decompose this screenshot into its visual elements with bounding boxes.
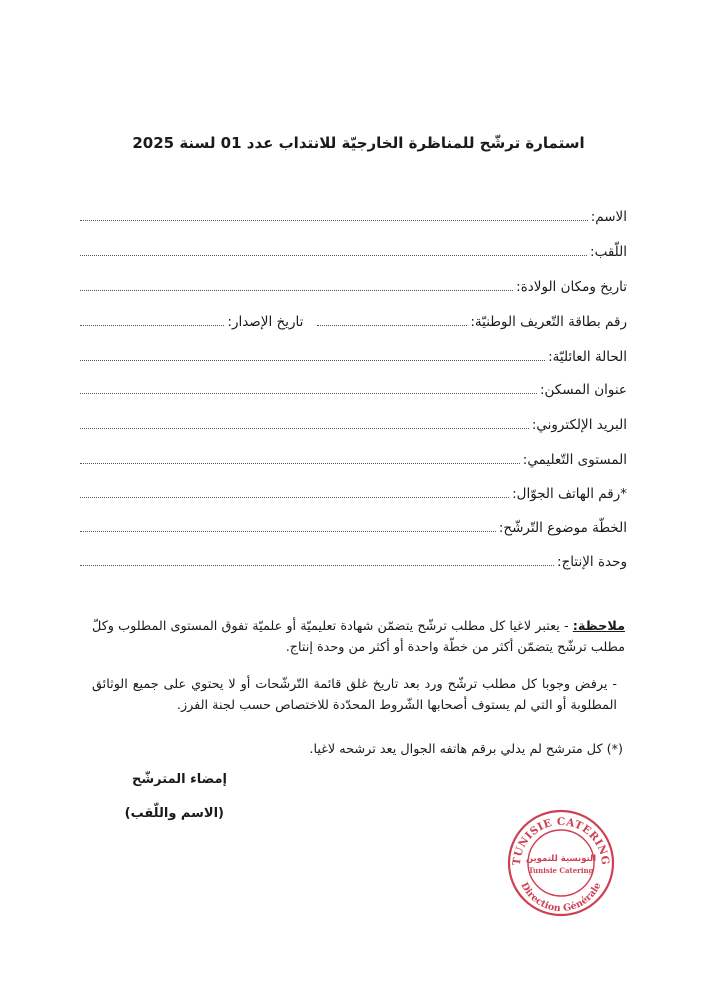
field-email-line[interactable] [80, 428, 529, 429]
field-issue-date-line[interactable] [80, 325, 224, 326]
field-education [80, 446, 627, 468]
field-plan-label: الخطّة موضوع التّرشّح: [498, 520, 627, 536]
field-id-card-label: رقم بطاقة التّعريف الوطنيّة: [470, 314, 627, 330]
field-birth [80, 273, 627, 295]
note-3 [92, 739, 623, 760]
field-surname-label: اللّقب: [590, 244, 627, 260]
note-3-text: (*) كل مترشح لم يدلي برقم هاتفه الجوال يعد ترشحه لاغيا. [309, 742, 623, 757]
field-address-label: عنوان المسكن: [539, 382, 627, 398]
stamp-inner-french: Tunisie Catering [528, 866, 594, 875]
field-marital-line[interactable] [80, 360, 545, 361]
field-unit [80, 548, 627, 570]
field-name-line[interactable] [80, 220, 588, 221]
field-birth-line[interactable] [80, 290, 513, 291]
field-address-line[interactable] [80, 393, 537, 394]
field-birth-label: تاريخ ومكان الولادة: [516, 279, 627, 295]
field-address [80, 376, 627, 398]
field-surname [80, 238, 627, 260]
field-plan [80, 514, 627, 536]
field-email-label: البريد الإلكتروني: [531, 417, 627, 433]
field-name-label: الاسم: [590, 209, 627, 225]
form-title: استمارة ترشّح للمناظرة الخارجيّة للانتداب عدد 01 لسنة 2025 [132, 134, 585, 152]
field-unit-label: وحدة الإنتاج: [557, 554, 627, 570]
signature-name: (الاسم واللّقب) [124, 806, 224, 821]
field-id-card-line[interactable] [317, 325, 467, 326]
note-2 [92, 674, 617, 716]
field-plan-line[interactable] [80, 531, 496, 532]
note-heading: ملاحظة: [572, 619, 625, 634]
signature-title: إمضاء المترشّح [132, 772, 227, 787]
field-phone-label: *رقم الهاتف الجوّال: [512, 486, 627, 502]
field-phone-line[interactable] [80, 497, 509, 498]
field-surname-line[interactable] [80, 255, 587, 256]
note-2-text: - يرفض وجوبا كل مطلب ترشّح ورد بعد تاريخ غلق قائمة التّرشّحات أو لا يحتوي على جميع الوثائق المطلوبة أو التي لم يستوف أصحابها الشّروط المحدّدة للاختصاص حسب لجنة الفرز. [92, 677, 617, 713]
official-stamp [506, 808, 616, 918]
note-1-text: - يعتبر لاغيا كل مطلب ترشّح يتضمّن شهادة تعليميّة أو علميّة تفوق المستوى المطلوب وكلّ مطلب ترشّح يتضمّن أكثر من خطّة واحدة أو أكثر من وحدة إنتاج. [92, 619, 625, 655]
stamp-outer-top-text: TUNISIE CATERING [510, 815, 612, 866]
field-marital [80, 343, 627, 365]
field-unit-line[interactable] [80, 565, 554, 566]
field-marital-label: الحالة العائليّة: [548, 349, 627, 365]
field-phone [80, 480, 627, 502]
stamp-inner-arabic: التونسية للتموين [525, 854, 597, 864]
field-education-label: المستوى التّعليمي: [522, 452, 627, 468]
field-education-line[interactable] [80, 463, 520, 464]
note-1 [92, 616, 625, 658]
field-name [80, 203, 627, 225]
stamp-outer-bottom-text: Direction Générale [518, 880, 604, 915]
field-issue-date-label: تاريخ الإصدار: [227, 314, 304, 330]
field-id-card [80, 308, 627, 330]
field-email [80, 411, 627, 433]
